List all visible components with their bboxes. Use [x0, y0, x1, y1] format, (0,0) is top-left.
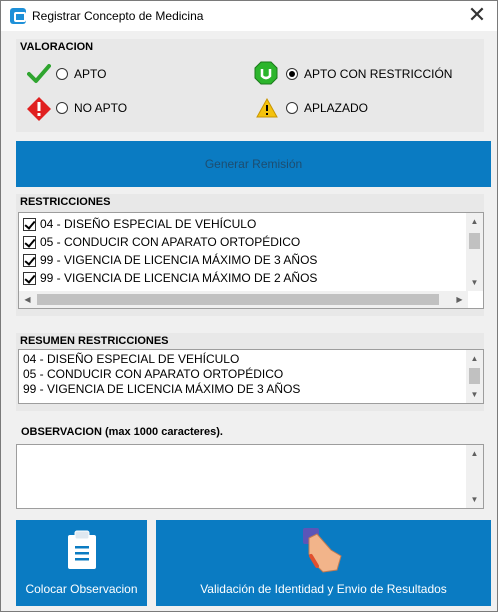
generar-remision-button[interactable]: Generar Remisión: [16, 141, 491, 187]
radio-no-apto-label: NO APTO: [74, 101, 128, 115]
scroll-thumb[interactable]: [469, 368, 480, 384]
restriccion-item[interactable]: [19, 251, 467, 269]
green-badge-icon: [254, 61, 278, 88]
scroll-up-arrow-icon[interactable]: ▲: [470, 217, 479, 226]
scroll-down-arrow-icon[interactable]: ▼: [470, 495, 479, 504]
restriccion-checkbox[interactable]: [23, 254, 36, 267]
colocar-observacion-button[interactable]: [16, 520, 147, 606]
resumen-listbox[interactable]: [18, 349, 484, 404]
resumen-item: [19, 366, 467, 381]
restriccion-label: 05 - CONDUCIR CON APARATO ORTOPÉDICO: [40, 235, 301, 249]
radio-aplazado-label: APLAZADO: [304, 101, 369, 115]
resumen-vertical-scrollbar[interactable]: [466, 350, 483, 403]
colocar-observacion-label: Colocar Observacion: [25, 582, 138, 596]
radio-apto-con-restriccion-label: APTO CON RESTRICCIÓN: [304, 67, 453, 81]
restriccion-item[interactable]: [19, 233, 467, 251]
restriccion-item[interactable]: [19, 269, 467, 287]
restricciones-group: [16, 194, 484, 316]
hand-touch-icon: [297, 526, 345, 577]
radio-apto-con-restriccion-circle[interactable]: [286, 68, 298, 80]
radio-apto-label: APTO: [74, 67, 107, 81]
app-icon: [10, 8, 26, 24]
resumen-item: [19, 381, 467, 396]
resumen-item-label: 04 - DISEÑO ESPECIAL DE VEHÍCULO: [23, 351, 240, 366]
resumen-item-label: 99 - VIGENCIA DE LICENCIA MÁXIMO DE 3 AÑOS: [23, 381, 301, 396]
restriccion-checkbox[interactable]: [23, 236, 36, 249]
restriccion-checkbox[interactable]: [23, 218, 36, 231]
title-bar[interactable]: [1, 1, 497, 31]
restriccion-label: 99 - VIGENCIA DE LICENCIA MÁXIMO DE 2 AÑOS: [40, 271, 318, 285]
restricciones-horizontal-scrollbar[interactable]: [19, 291, 468, 308]
observacion-textarea[interactable]: [16, 444, 484, 509]
scroll-left-arrow-icon[interactable]: ◀: [24, 295, 31, 304]
green-check-icon: [27, 64, 51, 87]
radio-apto[interactable]: [56, 67, 106, 81]
restricciones-checklist[interactable]: [18, 212, 484, 309]
clipboard-icon: [66, 530, 98, 573]
radio-aplazado[interactable]: [286, 101, 368, 115]
radio-apto-circle[interactable]: [56, 68, 68, 80]
observacion-vertical-scrollbar[interactable]: [466, 445, 483, 508]
window-title: Registrar Concepto de Medicina: [32, 9, 204, 23]
close-button[interactable]: ✕: [467, 2, 487, 27]
restriccion-item[interactable]: [19, 215, 467, 233]
restriccion-label: 04 - DISEÑO ESPECIAL DE VEHÍCULO: [40, 217, 257, 231]
radio-apto-con-restriccion[interactable]: [286, 67, 452, 81]
scroll-down-arrow-icon[interactable]: ▼: [470, 278, 479, 287]
valoracion-label: VALORACION: [20, 41, 94, 53]
restricciones-vertical-scrollbar[interactable]: [466, 213, 483, 291]
scroll-up-arrow-icon[interactable]: ▲: [470, 449, 479, 458]
restriccion-label: 99 - VIGENCIA DE LICENCIA MÁXIMO DE 3 AÑOS: [40, 253, 318, 267]
validacion-envio-button[interactable]: [156, 520, 491, 606]
restriccion-checkbox[interactable]: [23, 272, 36, 285]
scroll-up-arrow-icon[interactable]: ▲: [470, 354, 479, 363]
yellow-warning-icon: [256, 98, 278, 121]
valoracion-group: [16, 39, 484, 132]
observacion-label: OBSERVACION (max 1000 caracteres).: [21, 426, 223, 438]
scroll-thumb[interactable]: [37, 294, 439, 305]
restricciones-label: RESTRICCIONES: [20, 196, 111, 208]
scroll-down-arrow-icon[interactable]: ▼: [470, 390, 479, 399]
validacion-envio-label: Validación de Identidad y Envio de Resultados: [200, 582, 447, 596]
resumen-item-label: 05 - CONDUCIR CON APARATO ORTOPÉDICO: [23, 366, 284, 381]
resumen-group: [16, 333, 484, 411]
scroll-right-arrow-icon[interactable]: ▶: [456, 295, 463, 304]
radio-no-apto-circle[interactable]: [56, 102, 68, 114]
resumen-item: [19, 351, 467, 366]
radio-aplazado-circle[interactable]: [286, 102, 298, 114]
resumen-label: RESUMEN RESTRICCIONES: [20, 335, 169, 347]
scroll-thumb[interactable]: [469, 233, 480, 249]
red-alert-icon: [26, 96, 52, 125]
radio-no-apto[interactable]: [56, 101, 127, 115]
